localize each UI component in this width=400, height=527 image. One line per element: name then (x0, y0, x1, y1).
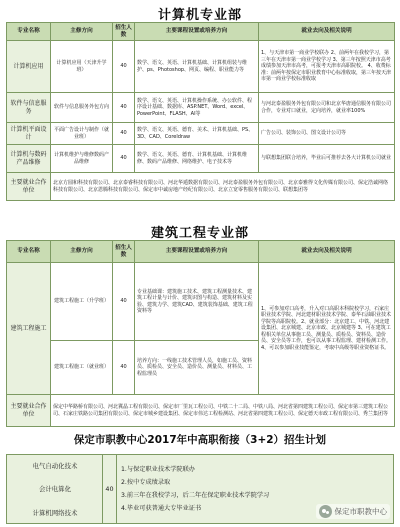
col-direction: 主修方向 (51, 241, 113, 263)
major-direction: 建筑工程施工（升学班） (51, 263, 113, 341)
wechat-icon (319, 505, 332, 518)
major-name: 软件与信息服务 (7, 93, 51, 123)
courses: 培养方向：一线施工技术管理人员，如施工员、资料员、质检员、安全员、造价员、测量员、材料员、工程监理员 (135, 341, 259, 395)
major-direction: 计算机维护与维修数码产品维修 (51, 145, 113, 173)
col-jobs: 就业去向及相关说明 (259, 241, 395, 263)
plan-major: 计算机网络技术 (32, 509, 78, 517)
partners-row (7, 395, 395, 427)
partners-label: 主要就业合作单位 (7, 395, 51, 427)
col-count: 招生人数 (113, 23, 135, 41)
plan-note: 1.与保定职业技术学院联办 (121, 466, 195, 473)
col-courses: 主要课程设置或培养方向 (135, 241, 259, 263)
plan-majors (7, 455, 103, 523)
table-row (7, 123, 395, 145)
enroll-count: 40 (113, 263, 135, 341)
major-direction: 建筑工程施工（就业班） (51, 341, 113, 395)
computer-header-row (7, 23, 395, 41)
jobs: 1、与天津市第一商业学校联办 2、前两年在我校学习，第三年在天津市第一商业学校学习 3、第三年按照天津市高考成绩参加天津市高考，可报考天津市高职院校。 4、收费标准：前两年按保定市职业教育中心标准收取，第三年按天津市第一商业学校标准收取 (259, 41, 395, 93)
table-row (7, 263, 395, 341)
plan-note: 3.前三年在我校学习，后二年在保定职业技术学院学习 (121, 492, 270, 499)
courses: 数学、语文、英语、德育、计算机基础、计算机维修、数码产品维修、网络维护、电子技术等 (135, 145, 259, 173)
enroll-count: 40 (113, 41, 135, 93)
jobs: 1、可参加对口高考，升入对口高职本科院校学习，石家庄职业技术学院、河北建材职业技术学院、泰华石油职业技术学院等高职院校。2、就业部分：北京建工、中铁、河北建设集团、北京城建、北京市政、北京城建等 3、可在建筑工程相关单位从事施工员、测量员、质检员、资料员、造价员、安全员等工作，也可以从事工程监理、建材检测工作。4、可以参加职业技能鉴定，考取中高级等职业资格证书。 (259, 263, 395, 395)
col-count: 招生人数 (113, 241, 135, 263)
plan-major: 会计电算化 (39, 485, 71, 493)
courses: 专业基础课：建筑施工技术、建筑工程测量技术、建筑工程计量与计价、建筑识图与构造、建筑材料及实验、建筑力学、建筑CAD、建筑装饰基础、建筑工程资料等 (135, 263, 259, 341)
plan-major: 电气自动化技术 (32, 462, 78, 470)
major-direction: 平面广告设计与制作（就业班） (51, 123, 113, 145)
table-row (7, 145, 395, 173)
partners-list: 保定中华路桥有限公司、河北冀晶工程有限公司、保定市厂里瓦工程公司、中铁二十二局、中铁八局、河北省第四建筑工程公司、保定市第三建筑工程公司、石家庄铁路公司集团有限公司、保定市城乡建设集团、保定市伟达工程检测站、河北省第四建筑工程公司、保定德天市政工程有限公司、秀兰集团等 (51, 395, 395, 427)
major-name: 计算机应用 (7, 41, 51, 93)
enroll-count: 40 (113, 145, 135, 173)
courses: 数学、语文、英语、计算机操作系统、办公软件、程序设计基础、数据库、ASP.NET、Word、excel、PowerPoint、FLASH、AI等 (135, 93, 259, 123)
table-row (7, 41, 395, 93)
col-major-name: 专业名称 (7, 241, 51, 263)
construction-table (6, 240, 395, 427)
jobs: 与河北泰盈服务外包有限公司和北京华唐通信服务有限公司合作，专业对口就业，定向培养，就业率100% (259, 93, 395, 123)
major-name: 建筑工程施工 (7, 263, 51, 395)
enroll-count: 40 (113, 341, 135, 395)
col-courses: 主要课程设置或培养方向 (135, 23, 259, 41)
jobs: 广告公司、装饰公司、图文设计公司等 (259, 123, 395, 145)
plan-count: 40 (103, 455, 117, 523)
plan-note: 4.毕业可获普通大专毕业证书 (121, 505, 202, 512)
computer-section-title: 计算机专业部 (157, 8, 242, 23)
col-jobs: 就业去向及相关说明 (259, 23, 395, 41)
partners-label: 主要就业合作单位 (7, 173, 51, 201)
construction-section-title: 建筑工程专业部 (150, 226, 249, 241)
plan-note: 2.按中专成绩录取 (121, 479, 171, 486)
courses: 数学、语文、英语、计算机基础、计算机组装与维护、ps、Photoshop、网页、编程、职业能力等 (135, 41, 259, 93)
computer-table (6, 22, 395, 201)
major-direction: 软件与信息服务外包方向 (51, 93, 113, 123)
enroll-count: 40 (113, 93, 135, 123)
watermark-text: 保定市职教中心 (334, 507, 387, 516)
enroll-count: 40 (113, 123, 135, 145)
plan-title: 保定市职教中心2017年中高职衔接（3+2）招生计划 (73, 434, 327, 446)
jobs: 与联想集团联合培养，毕业后可推荐去各大计算机公司就业 (259, 145, 395, 173)
col-direction: 主修方向 (51, 23, 113, 41)
major-name: 计算机平面设计 (7, 123, 51, 145)
partners-list: 北京方圆和科技有限公司、北京泰睿科技有限公司、河北华遁数据有限公司、河北泰盈服务外包有限公司、北京泰雅得文化传媒有限公司、保定浩诚网络科技有限公司、北京恩腾科技有限公司、保定市中诚房地产经纪有限公司、北京立宽零售服务有限公司、联想集团等 (51, 173, 395, 201)
construction-header-row (7, 241, 395, 263)
partners-row (7, 173, 395, 201)
major-direction: 计算机应用（天津升学班） (51, 41, 113, 93)
col-major-name: 专业名称 (7, 23, 51, 41)
major-name: 计算机与数码产品维修 (7, 145, 51, 173)
courses: 数学、语文、英语、德育、美术、计算机基础、PS、3D、CAD、Coreldraw (135, 123, 259, 145)
watermark (316, 504, 391, 519)
table-row (7, 93, 395, 123)
